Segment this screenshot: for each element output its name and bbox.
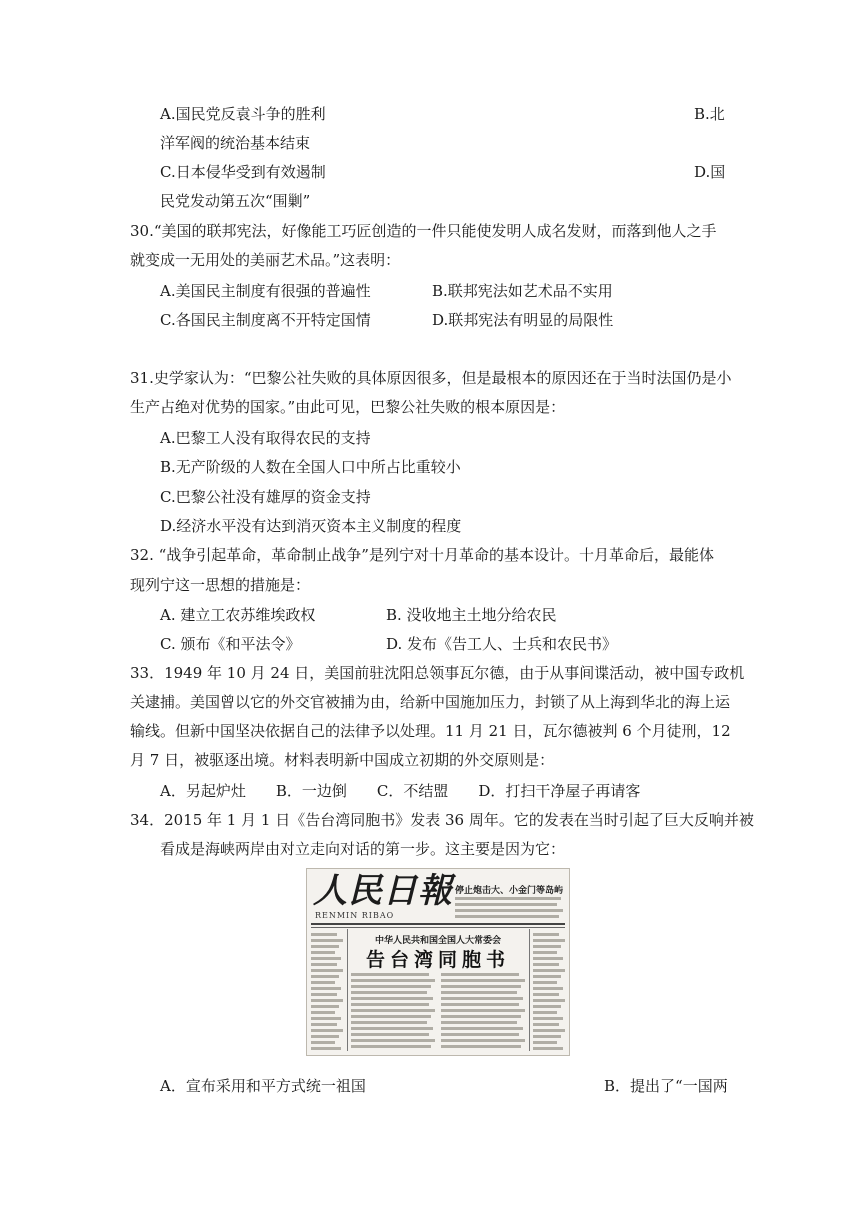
newspaper-text-stroke — [533, 987, 563, 990]
q30-option-c: C.各国民主制度离不开特定国情 — [160, 311, 371, 329]
q33-options: A．另起炉灶 B．一边倒 C．不结盟 D．打扫干净屋子再请客 — [160, 782, 641, 800]
q30-option-d: D.联邦宪法有明显的局限性 — [432, 311, 614, 329]
newspaper-text-stroke — [311, 939, 343, 942]
newspaper-text-stroke — [441, 985, 521, 988]
newspaper-text-stroke — [351, 1009, 435, 1012]
newspaper-text-stroke — [455, 915, 559, 918]
newspaper-text-stroke — [351, 1027, 433, 1030]
newspaper-text-stroke — [441, 1033, 519, 1036]
newspaper-text-stroke — [533, 957, 563, 960]
q32-option-b: B. 没收地主土地分给农民 — [386, 606, 557, 624]
q31-option-b: B.无产阶级的人数在全国人口中所占比重较小 — [160, 458, 461, 476]
newspaper-text-stroke — [351, 997, 433, 1000]
newspaper-text-stroke — [533, 969, 565, 972]
newspaper-rule — [311, 923, 565, 925]
newspaper-text-stroke — [441, 979, 525, 982]
q29-option-b-continued: 洋军阀的统治基本结束 — [160, 134, 311, 152]
newspaper-text-stroke — [441, 973, 519, 976]
q29-option-a: A.国民党反袁斗争的胜利 — [160, 105, 326, 123]
newspaper-text-stroke — [351, 1021, 427, 1024]
q34-option-b-start: B．提出了“一国两 — [604, 1077, 728, 1095]
newspaper-text-stroke — [533, 1023, 559, 1026]
q30-option-b: B.联邦宪法如艺术品不实用 — [432, 282, 613, 300]
newspaper-rule-thin — [311, 927, 565, 928]
newspaper-text-stroke — [533, 1005, 561, 1008]
newspaper-text-stroke — [311, 1035, 339, 1038]
q29-option-b-start: B.北 — [694, 105, 725, 123]
newspaper-text-stroke — [533, 939, 565, 942]
q32-option-a: A. 建立工农苏维埃政权 — [160, 606, 316, 624]
newspaper-text-stroke — [533, 975, 561, 978]
newspaper-text-stroke — [311, 1029, 343, 1032]
q29-option-d-continued: 民党发动第五次“围剿” — [160, 192, 311, 210]
newspaper-pinyin: RENMIN RIBAO — [315, 911, 395, 920]
q32-option-c: C. 颁布《和平法令》 — [160, 635, 301, 653]
newspaper-text-stroke — [311, 999, 343, 1002]
q30-stem-line-2: 就变成一无用处的美丽艺术品。”这表明： — [130, 251, 401, 269]
newspaper-text-stroke — [455, 903, 557, 906]
newspaper-text-stroke — [311, 975, 339, 978]
newspaper-text-stroke — [311, 969, 343, 972]
newspaper-text-stroke — [311, 1011, 335, 1014]
newspaper-text-stroke — [351, 973, 429, 976]
newspaper-text-stroke — [441, 1009, 525, 1012]
newspaper-text-stroke — [441, 1015, 521, 1018]
q31-option-d: D.经济水平没有达到消灭资本主义制度的程度 — [160, 517, 462, 535]
newspaper-text-stroke — [533, 945, 561, 948]
q29-option-c: C.日本侵华受到有效遏制 — [160, 163, 326, 181]
newspaper-text-stroke — [455, 897, 561, 900]
q31-option-a: A.巴黎工人没有取得农民的支持 — [160, 429, 371, 447]
q33-stem-line-4: 月 7 日，被驱逐出境。材料表明新中国成立初期的外交原则是： — [130, 751, 555, 769]
newspaper-text-stroke — [441, 1021, 517, 1024]
newspaper-text-stroke — [533, 1029, 565, 1032]
newspaper-text-stroke — [441, 1003, 519, 1006]
newspaper-text-stroke — [533, 933, 559, 936]
newspaper-text-stroke — [311, 951, 335, 954]
q32-option-d: D. 发布《告工人、士兵和农民书》 — [386, 635, 618, 653]
newspaper-text-stroke — [351, 1003, 429, 1006]
newspaper-column-rule — [529, 929, 530, 1051]
q31-option-c: C.巴黎公社没有雄厚的资金支持 — [160, 488, 371, 506]
q33-stem-line-3: 输线。但新中国坚决依据自己的法律予以处理。11 月 21 日，瓦尔德被判 6 个月徒刑，12 — [130, 722, 731, 740]
q29-option-d-start: D.国 — [694, 163, 726, 181]
newspaper-text-stroke — [311, 1023, 337, 1026]
newspaper-text-stroke — [311, 1005, 339, 1008]
newspaper-text-stroke — [533, 1047, 563, 1050]
q33-stem-line-1: 33．1949 年 10 月 24 日，美国前驻沈阳总领事瓦尔德，由于从事间谍活动，被中国专政机 — [130, 664, 745, 682]
newspaper-text-stroke — [351, 1039, 435, 1042]
newspaper-text-stroke — [311, 981, 335, 984]
q30-option-a: A.美国民主制度有很强的普遍性 — [160, 282, 371, 300]
q34-option-a: A．宣布采用和平方式统一祖国 — [160, 1077, 366, 1095]
newspaper-text-stroke — [441, 1027, 523, 1030]
newspaper-text-stroke — [351, 1033, 429, 1036]
newspaper-headline: 告台湾同胞书 — [365, 949, 510, 971]
newspaper-text-stroke — [533, 1041, 557, 1044]
q34-stem-line-2: 看成是海峡两岸由对立走向对话的第一步。这主要是因为它： — [160, 840, 566, 858]
newspaper-text-stroke — [311, 1041, 335, 1044]
newspaper-slogan: 停止炮击大、小金门等岛屿 — [455, 886, 564, 896]
newspaper-text-stroke — [311, 993, 337, 996]
q33-stem-line-2: 关逮捕。美国曾以它的外交官被捕为由，给新中国施加压力，封锁了从上海到华北的海上运 — [130, 693, 731, 711]
newspaper-text-stroke — [351, 985, 431, 988]
newspaper-masthead: 人民日報 — [313, 871, 453, 911]
newspaper-text-stroke — [533, 1035, 561, 1038]
newspaper-text-stroke — [455, 909, 563, 912]
newspaper-text-stroke — [351, 1045, 431, 1048]
newspaper-text-stroke — [351, 1015, 431, 1018]
newspaper-text-stroke — [533, 951, 557, 954]
newspaper-text-stroke — [311, 963, 337, 966]
newspaper-text-stroke — [533, 963, 559, 966]
newspaper-text-stroke — [441, 1045, 521, 1048]
newspaper-text-stroke — [533, 999, 565, 1002]
newspaper-text-stroke — [533, 993, 559, 996]
newspaper-image — [306, 868, 570, 1056]
newspaper-text-stroke — [533, 1017, 563, 1020]
newspaper-text-stroke — [351, 979, 435, 982]
newspaper-text-stroke — [441, 1039, 525, 1042]
newspaper-text-stroke — [311, 933, 337, 936]
newspaper-text-stroke — [441, 997, 523, 1000]
newspaper-text-stroke — [311, 957, 341, 960]
newspaper-text-stroke — [311, 1047, 341, 1050]
q32-stem-line-2: 现列宁这一思想的措施是： — [130, 576, 311, 594]
newspaper-text-stroke — [311, 1017, 341, 1020]
q32-stem-line-1: 32. “战争引起革命，革命制止战争”是列宁对十月革命的基本设计。十月革命后，最能体 — [130, 546, 714, 564]
newspaper-subhead: 中华人民共和国全国人大常委会 — [374, 936, 501, 946]
q30-stem-line-1: 30.“美国的联邦宪法，好像能工巧匠创造的一件只能使发明人成名发财，而落到他人之手 — [130, 222, 717, 240]
newspaper-text-stroke — [533, 981, 557, 984]
q31-stem-line-2: 生产占绝对优势的国家。”由此可见，巴黎公社失败的根本原因是： — [130, 398, 566, 416]
q34-stem-line-1: 34．2015 年 1 月 1 日《告台湾同胞书》发表 36 周年。它的发表在当时引起了巨大反响并被 — [130, 811, 754, 829]
newspaper-column-rule — [347, 929, 348, 1051]
newspaper-text-stroke — [351, 991, 427, 994]
newspaper-text-stroke — [441, 991, 517, 994]
newspaper-text-stroke — [533, 1011, 557, 1014]
newspaper-text-stroke — [311, 987, 341, 990]
newspaper-text-stroke — [311, 945, 339, 948]
q31-stem-line-1: 31.史学家认为：“巴黎公社失败的具体原因很多，但是最根本的原因还在于当时法国仍是小 — [130, 369, 732, 387]
